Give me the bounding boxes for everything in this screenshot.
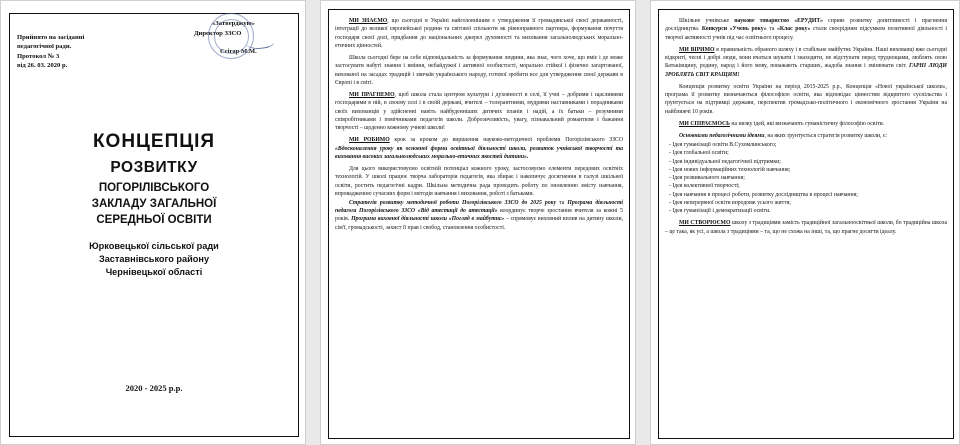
doc-subtitle-line: ЗАКЛАДУ ЗАГАЛЬНОЇ <box>91 198 217 210</box>
list-item: - Ідея глобальної освіти; <box>669 150 729 157</box>
paragraph-text: в правильність обраного шляху і в стабільне майбутнє України. Наші вихованці вже сьогодні відкриті, чесні і добрі люди, вони вчаться шукати і знаходити, не відступати перед труднощами, люблять свою Батьківщину, родину, народ і його мову, поважають старших, жадоба знання і змінювати світ. <box>665 46 948 70</box>
keyword: МИ СТВОРЮЄМО <box>679 220 731 227</box>
location-line: Юрковецької сільської ради <box>89 241 219 251</box>
paragraph-text: на низку ідей, які визначають гуманістичну філософію освіти. <box>729 120 885 127</box>
paragraph-text: сприяє розвитку допитливості і прагнення дослідництва. <box>665 18 947 33</box>
paragraph-text: координує творче зростання вчителя за кожні 5 років. <box>335 208 623 223</box>
list-item: - Ідея гуманізації освіти В.Сухомлинського; <box>669 142 777 149</box>
list-item: - Ідея навчання в процесі роботи, розвитку дослідництва в процесі навчання; <box>669 191 858 198</box>
list-item: - Ідея гуманізації і демократизації освіти. <box>669 208 771 215</box>
director-stamp <box>194 19 294 57</box>
list-item: - Ідея нових інформаційних технологій навчання; <box>669 166 791 173</box>
list-item: - Ідея розвивального навчання; <box>669 175 745 182</box>
page-cover <box>0 0 306 445</box>
paragraph: Для цього використовуємо освітній потенціал кожного уроку, застосовуємо елементи передових освітніх технологій. У школі працює творча лабораторія педагогів, яка збирає і накопичує досягнення в галузі шкільної освіти, ростить педагогічні кадри. Шкільна методична рада проводить роботу по оновленню змісту навчання, впровадженню сучасних форм і методів навчання і виховання, роботі з батьками. <box>335 166 623 197</box>
paragraph-text: , що сьогодні в Україні найголовнішим є утвердження її громадянської своєї державності, інтеграції до великої європейської родини та світової спільноти як рівноправного партнера, формування почуття господаря своєї долі, придбання до національних джерел духовності та виховання загальнолюдських морально-етичних цінностей. <box>335 18 624 49</box>
paragraph-text: , на яких ґрунтується стратегія розвитку школи, є: <box>764 133 888 139</box>
approval-line: Протокол № 3 <box>17 52 60 60</box>
paragraph-emphasis: Стратегія розвитку методичної роботи Погорілівського ЗЗСО до 2025 року <box>349 199 557 206</box>
paragraph-text: – спрямовує виховний вплив на дитину школи, сім'ї, громадськості, захист її прав і свобод, становлення особистості. <box>335 216 623 231</box>
approval-line: Прийнято на засіданні <box>17 34 85 41</box>
ideas-list <box>665 141 947 215</box>
paragraph-emphasis: ГАРНІ ЛЮДИ ЗРОБЛЯТЬ СВІТ КРАЩИМ! <box>665 63 947 78</box>
list-item: - Ідея індивідуальної педагогічної підтримки; <box>669 158 781 165</box>
approval-line: педагогічної ради. <box>17 43 72 51</box>
doc-subtitle: РОЗВИТКУ <box>110 159 198 176</box>
paragraph-text: та <box>556 199 568 206</box>
period-years: 2020 - 2025 р.р. <box>125 383 183 393</box>
keyword: МИ СПІРАЄМОСЬ <box>679 120 730 127</box>
stamp-name: Сєігар М.М. <box>220 48 257 55</box>
paragraph-text: школу з традиціями замість традиційної загальноосвітньої школи, бо традиційна школа – це така, як усі, а школа з традиціями – та, що не схожа на інші, та, що прагне досягти ідеалу. <box>665 220 948 235</box>
text-column <box>335 17 623 233</box>
paragraph <box>665 132 947 140</box>
keyword: МИ ЗНАЄМО <box>349 18 388 24</box>
approval-line: від 26. 03. 2020 р. <box>17 62 68 70</box>
list-item: - Ідея колективної творчості; <box>669 183 740 190</box>
paragraph <box>665 17 947 42</box>
approval-note <box>17 33 127 71</box>
paragraph <box>335 91 623 132</box>
paragraph-text: крок за кроком до вирішення науково-методичної проблеми Погорілівського ЗЗСО <box>389 137 624 144</box>
doc-subtitle-line: СЕРЕДНЬОЇ ОСВІТИ <box>96 214 212 226</box>
paragraph-emphasis: Програма виховної діяльності школи «Погляд в майбутнє» <box>351 216 505 223</box>
paragraph <box>335 17 623 50</box>
paragraph-emphasis: наукове товариство «ЕРУДИТ» <box>734 18 823 24</box>
location-line: Чернівецької області <box>105 267 203 277</box>
paragraph <box>665 46 947 79</box>
keyword: МИ ПРАГНЕМО <box>349 92 395 98</box>
location-line: Заставнівського району <box>98 254 210 264</box>
paragraph <box>335 136 623 161</box>
paragraph-emphasis: Програма діяльності педагога Погорілівського ЗЗСО «Від атестації до атестації» <box>335 199 624 215</box>
paragraph-emphasis: Основними педагогічними ідеями <box>679 133 765 139</box>
stamp-director: Директор ЗЗСО <box>194 30 242 37</box>
paragraph: Школа сьогодні бере на себе відповідальність за формування людини, яка знає, чого хоче, що вміє і де може застосувати набуті знання і вміння, небайдужої і активної особистості, морально стійкої і фізично загартованої, вихованої на засадах традицій і звичаїв українського народу, готової зробити все для утвердження своєї держави в Європі і в світі. <box>335 55 623 86</box>
paragraph-emphasis: «Вдосконалення уроку як основної форми освітньої діяльності школи, розвиток учнівської творчості та виховання високих загальнолюдських морально-етичних якостей дитини». <box>335 145 623 160</box>
keyword: МИ ВІРИМО <box>679 46 715 53</box>
paragraph <box>665 219 947 236</box>
page-gutter <box>306 0 320 445</box>
paragraph-emphasis: «Клас року» <box>776 26 811 33</box>
doc-title: КОНЦЕПЦІЯ <box>92 131 216 152</box>
paragraph <box>665 120 947 128</box>
doc-subtitle-line: ПОГОРІЛІВСЬКОГО <box>98 182 210 194</box>
keyword: МИ РОБИМО <box>349 137 390 144</box>
text-column <box>665 17 947 237</box>
paragraph-text: стали своєрідним підсумком позитивної діяльності і творчої активності учнів під час освітнього процесу. <box>665 26 947 41</box>
list-item: - Ідея неперервної освіти впродовж усього життя; <box>669 199 791 206</box>
page-three <box>650 0 960 445</box>
paragraph-text: та <box>766 26 777 33</box>
paragraph-text: , щоб школа стала центром культури і духовності в селі, її учні – добрими і щасливими господарями в ній, в своєму селі і в своїй державі, вчителі – толерантними, мудрими наставниками і порадниками своїх вихованців у здійсненні навіть найбуденніших дитячих планів і надій, а їх батьки – розумними співробітниками і помічниками педагогів школи. Доброзичливість, увагу, пізнавальний романтизм і бажання творчості – щоденно кожному учневі школи! <box>335 92 623 131</box>
paragraph-emphasis: Конкурси «Учень року» <box>701 26 767 33</box>
paragraph: Концепція розвитку освіти України на період 2015-2025 р.р., Концепція «Нової української школи», програма її розвитку визначаються філософією освіти, яка відповідає цінностям відкритого суспільства і ґрунтується на підтримці держави, перспектив громадсько-політичного і економічного зростання України на найближчі 10 років. <box>665 83 947 115</box>
stamp-approve: «Затверджую» <box>212 20 255 27</box>
paragraph <box>335 199 623 232</box>
seal-icon <box>208 13 254 59</box>
page-two <box>320 0 636 445</box>
page-gutter <box>636 0 650 445</box>
paragraph-text: Шкільне учнівське <box>679 18 735 24</box>
